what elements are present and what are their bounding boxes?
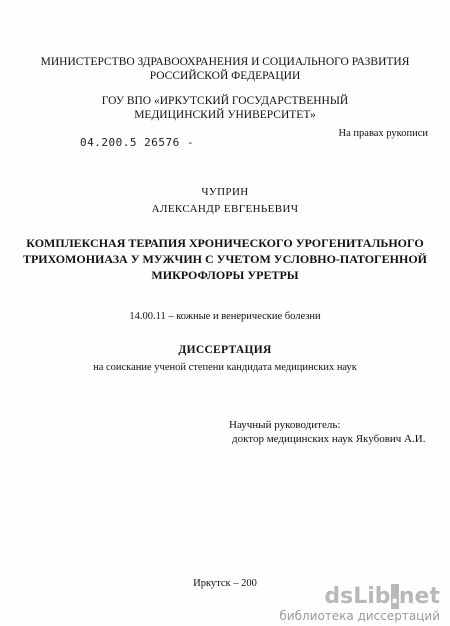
dslib-watermark[interactable]	[279, 586, 440, 623]
registration-stamp-number: 04.200.5 26576 -	[80, 136, 194, 149]
supervisor-name: доктор медицинских наук Якубович А.И.	[232, 433, 426, 445]
watermark-tagline: библиотека диссертаций	[279, 609, 440, 623]
city-year: Иркутск – 200	[193, 578, 257, 589]
ministry-line-1: МИНИСТЕРСТВО ЗДРАВООХРАНЕНИЯ И СОЦИАЛЬНОГО РАЗВИТИЯ	[40, 56, 410, 68]
author-surname: ЧУПРИН	[201, 186, 249, 198]
title-line-3: МИКРОФЛОРЫ УРЕТРЫ	[151, 268, 299, 282]
title-line-1: КОМПЛЕКСНАЯ ТЕРАПИЯ ХРОНИЧЕСКОГО УРОГЕНИТАЛЬНОГО	[26, 236, 424, 250]
logo-dot: .	[390, 584, 399, 609]
logo-tld: net	[398, 584, 440, 609]
ministry-heading	[0, 55, 450, 83]
author-given-names: АЛЕКСАНДР ЕВГЕНЬЕВИЧ	[151, 203, 299, 215]
dissertation-title	[0, 235, 450, 283]
supervisor-label: Научный руководитель:	[229, 419, 341, 431]
manuscript-rights-note: На правах рукописи	[338, 128, 428, 139]
university-line-2: МЕДИЦИНСКИЙ УНИВЕРСИТЕТ»	[134, 109, 316, 121]
university-line-1: ГОУ ВПО «ИРКУТСКИЙ ГОСУДАРСТВЕННЫЙ	[101, 95, 349, 107]
supervisor-block	[229, 418, 425, 446]
logo-main: dsLib	[324, 584, 391, 609]
degree-purpose: на соискание ученой степени кандидата медицинских наук	[93, 362, 357, 373]
university-heading	[0, 94, 450, 122]
dslib-logo	[279, 586, 440, 608]
specialty-code: 14.00.11 – кожные и венерические болезни	[129, 311, 321, 322]
document-type: ДИССЕРТАЦИЯ	[178, 344, 272, 356]
title-line-2: ТРИХОМОНИАЗА У МУЖЧИН С УЧЕТОМ УСЛОВНО-ПАТОГЕННОЙ	[22, 252, 428, 266]
ministry-line-2: РОССИЙСКОЙ ФЕДЕРАЦИИ	[149, 70, 301, 82]
